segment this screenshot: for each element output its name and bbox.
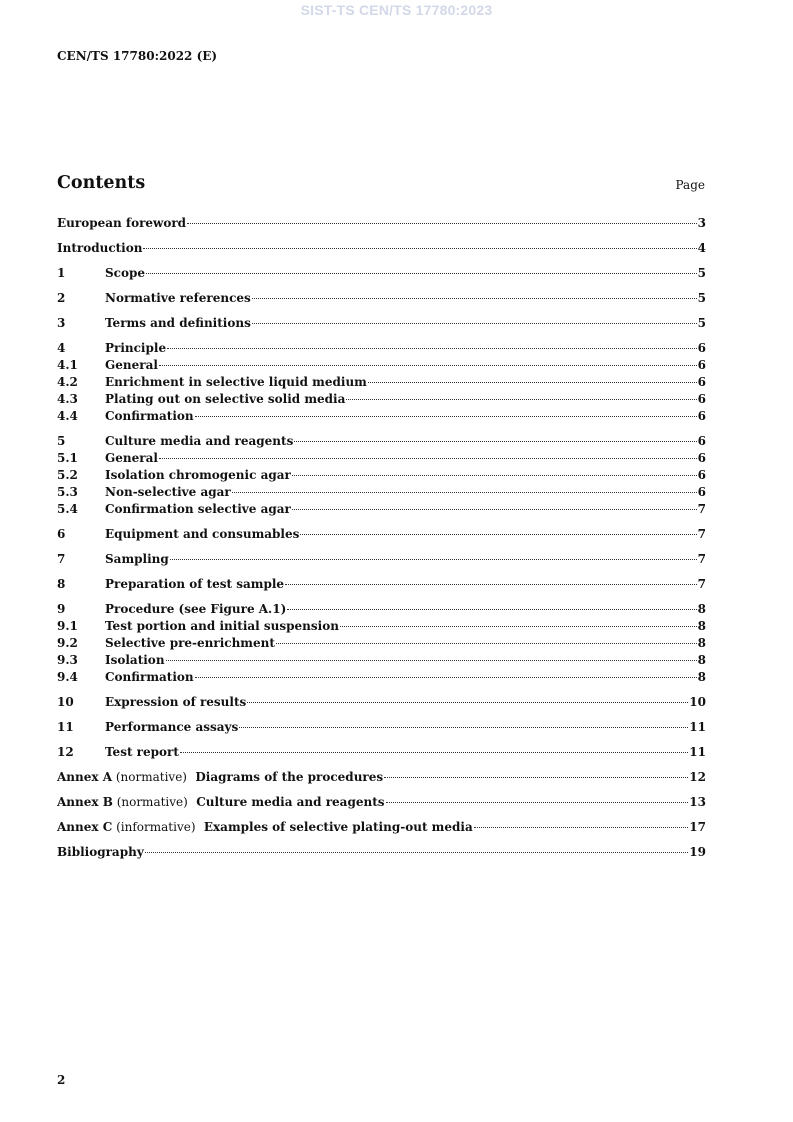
toc-entry-title: Selective pre-enrichment [105, 636, 275, 650]
dot-leader [159, 365, 697, 366]
toc-entry-page: 6 [697, 375, 706, 389]
toc-entry-annex-b[interactable] [57, 794, 706, 811]
dot-leader [167, 348, 697, 349]
toc-entry-title: Non-selective agar [105, 485, 231, 499]
toc-entry-page: 6 [697, 434, 706, 448]
toc-entry[interactable] [57, 719, 706, 736]
toc-entry[interactable] [57, 844, 706, 861]
toc-entry-number: 12 [57, 745, 74, 759]
toc-entry-page: 10 [689, 695, 706, 709]
toc-entry-title: Scope [105, 266, 146, 280]
toc-entry-number: 10 [57, 695, 74, 709]
annex-qualifier: (normative) [112, 795, 188, 809]
table-of-contents [57, 215, 706, 861]
annex-id: Annex B [57, 795, 113, 809]
toc-entry-title: Normative references [105, 291, 251, 305]
dot-leader [276, 643, 697, 644]
toc-entry[interactable] [57, 526, 706, 543]
toc-entry-title: Terms and definitions [105, 316, 251, 330]
annex-id: Annex C [57, 820, 113, 834]
toc-entry-title: Procedure (see Figure A.1) [105, 602, 287, 616]
toc-entry-number: 4 [57, 341, 66, 355]
toc-entry-page: 12 [689, 770, 706, 784]
toc-entry-title: Isolation [105, 653, 165, 667]
toc-entry[interactable] [57, 618, 706, 635]
toc-entry[interactable] [57, 240, 706, 257]
dot-leader [252, 323, 697, 324]
toc-entry-page: 7 [697, 552, 706, 566]
watermark: SIST-TS CEN/TS 17780:2023 [300, 2, 493, 18]
dot-leader [239, 727, 688, 728]
toc-entry-number: 4.3 [57, 392, 78, 406]
dot-leader [166, 660, 697, 661]
toc-entry-number: 1 [57, 266, 66, 280]
toc-entry-page: 8 [697, 619, 706, 633]
toc-entry-number: 4.4 [57, 409, 78, 423]
page-column-label: Page [675, 178, 705, 192]
toc-entry-title: Sampling [105, 552, 169, 566]
toc-entry-page: 19 [689, 845, 706, 859]
toc-entry-number: 7 [57, 552, 66, 566]
toc-entry[interactable] [57, 408, 706, 425]
dot-leader [474, 827, 689, 828]
toc-entry-page: 3 [697, 216, 706, 230]
toc-entry[interactable] [57, 744, 706, 761]
dot-leader [146, 273, 697, 274]
toc-entry-page: 5 [697, 316, 706, 330]
toc-entry[interactable] [57, 433, 706, 450]
toc-entry-title: Culture media and reagents [196, 795, 385, 809]
toc-entry-page: 6 [697, 451, 706, 465]
dot-leader [232, 492, 697, 493]
toc-entry-page: 7 [697, 502, 706, 516]
dot-leader [170, 559, 697, 560]
toc-entry-title: Enrichment in selective liquid medium [105, 375, 367, 389]
toc-entry[interactable] [57, 576, 706, 593]
toc-entry-page: 17 [689, 820, 706, 834]
toc-entry-number: 4.1 [57, 358, 78, 372]
document-id: CEN/TS 17780:2022 (E) [57, 49, 218, 63]
toc-entry[interactable] [57, 340, 706, 357]
toc-entry-title: Confirmation [105, 670, 194, 684]
dot-leader [294, 441, 696, 442]
toc-entry-number: 5.2 [57, 468, 78, 482]
toc-entry-number: 2 [57, 291, 66, 305]
toc-entry-title: Test portion and initial suspension [105, 619, 339, 633]
dot-leader [180, 752, 688, 753]
toc-entry-page: 6 [697, 409, 706, 423]
toc-entry[interactable] [57, 484, 706, 501]
toc-entry[interactable] [57, 601, 706, 618]
dot-leader [346, 399, 696, 400]
toc-entry-page: 5 [697, 266, 706, 280]
toc-entry-page: 13 [689, 795, 706, 809]
toc-entry[interactable] [57, 551, 706, 568]
toc-entry-number: 3 [57, 316, 66, 330]
toc-entry-page: 7 [697, 577, 706, 591]
toc-entry-title: European foreword [57, 216, 187, 230]
dot-leader [252, 298, 697, 299]
toc-entry-page: 11 [689, 745, 706, 759]
toc-annex-label [57, 819, 473, 836]
annex-id: Annex A [57, 770, 113, 784]
toc-entry-page: 7 [697, 527, 706, 541]
toc-entry-number: 9 [57, 602, 66, 616]
toc-entry-page: 6 [697, 468, 706, 482]
toc-entry-page: 6 [697, 485, 706, 499]
toc-entry[interactable] [57, 215, 706, 232]
toc-entry[interactable] [57, 501, 706, 518]
footer-page-number: 2 [57, 1073, 66, 1087]
toc-entry-title: General [105, 451, 158, 465]
toc-annex-label [57, 794, 385, 811]
toc-entry-number: 11 [57, 720, 74, 734]
dot-leader [287, 609, 696, 610]
toc-entry-title: Diagrams of the procedures [195, 770, 384, 784]
dot-leader [195, 416, 697, 417]
toc-entry-title: Expression of results [105, 695, 247, 709]
toc-entry[interactable] [57, 450, 706, 467]
toc-entry-annex-a[interactable] [57, 769, 706, 786]
toc-entry-title: Equipment and consumables [105, 527, 300, 541]
toc-entry-number: 8 [57, 577, 66, 591]
toc-entry-number: 5 [57, 434, 66, 448]
toc-entry[interactable] [57, 669, 706, 686]
dot-leader [195, 677, 697, 678]
dot-leader [368, 382, 697, 383]
toc-entry-title: Performance assays [105, 720, 239, 734]
toc-entry-number: 5.4 [57, 502, 78, 516]
toc-entry-number: 9.4 [57, 670, 78, 684]
toc-entry-number: 9.1 [57, 619, 78, 633]
toc-entry[interactable] [57, 374, 706, 391]
toc-entry-title: Test report [105, 745, 179, 759]
toc-entry-number: 5.1 [57, 451, 78, 465]
toc-entry-title: General [105, 358, 158, 372]
toc-entry-page: 6 [697, 341, 706, 355]
toc-entry-page: 8 [697, 636, 706, 650]
toc-entry-page: 11 [689, 720, 706, 734]
dot-leader [340, 626, 697, 627]
toc-entry-title: Plating out on selective solid media [105, 392, 346, 406]
annex-qualifier: (normative) [112, 770, 187, 784]
toc-entry-number: 6 [57, 527, 66, 541]
toc-entry[interactable] [57, 635, 706, 652]
toc-entry-title: Confirmation selective agar [105, 502, 291, 516]
toc-entry[interactable] [57, 391, 706, 408]
contents-heading: Contents [57, 173, 146, 193]
toc-entry-title: Confirmation [105, 409, 194, 423]
dot-leader [384, 777, 688, 778]
toc-entry-title: Bibliography [57, 845, 144, 859]
toc-entry[interactable] [57, 315, 706, 332]
toc-entry-page: 5 [697, 291, 706, 305]
toc-entry[interactable] [57, 467, 706, 484]
toc-entry-page: 8 [697, 602, 706, 616]
dot-leader [143, 248, 696, 249]
toc-entry-page: 4 [697, 241, 706, 255]
dot-leader [292, 475, 697, 476]
dot-leader [300, 534, 696, 535]
dot-leader [292, 509, 697, 510]
toc-entry-number: 9.3 [57, 653, 78, 667]
toc-entry[interactable] [57, 290, 706, 307]
toc-entry-title: Examples of selective plating-out media [203, 820, 473, 834]
dot-leader [247, 702, 688, 703]
annex-qualifier: (informative) [112, 820, 196, 834]
dot-leader [285, 584, 697, 585]
dot-leader [386, 802, 689, 803]
dot-leader [145, 852, 689, 853]
toc-entry-page: 6 [697, 392, 706, 406]
toc-entry-title: Isolation chromogenic agar [105, 468, 291, 482]
toc-entry-page: 8 [697, 670, 706, 684]
toc-entry-title: Preparation of test sample [105, 577, 285, 591]
toc-entry-number: 9.2 [57, 636, 78, 650]
toc-entry-annex-c[interactable] [57, 819, 706, 836]
toc-entry-page: 8 [697, 653, 706, 667]
toc-entry-title: Culture media and reagents [105, 434, 294, 448]
toc-annex-label [57, 769, 383, 786]
dot-leader [159, 458, 697, 459]
toc-entry-number: 5.3 [57, 485, 78, 499]
dot-leader [187, 223, 697, 224]
toc-entry-page: 6 [697, 358, 706, 372]
toc-entry-title: Introduction [57, 241, 143, 255]
toc-entry-number: 4.2 [57, 375, 78, 389]
toc-entry[interactable] [57, 357, 706, 374]
toc-entry[interactable] [57, 652, 706, 669]
toc-entry[interactable] [57, 694, 706, 711]
toc-entry[interactable] [57, 265, 706, 282]
toc-entry-title: Principle [105, 341, 167, 355]
